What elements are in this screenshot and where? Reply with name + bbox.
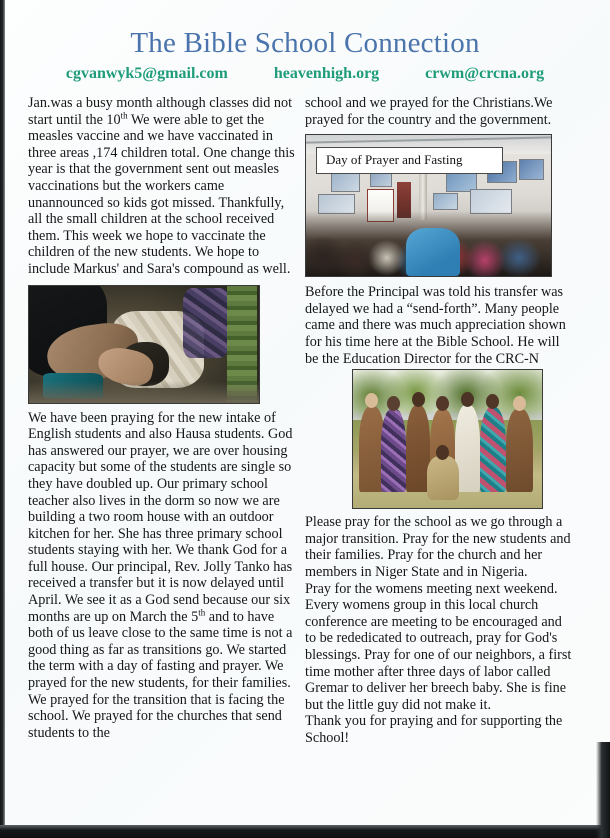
right-column — [305, 95, 573, 746]
right-paragraph-2: Before the Principal was told his transfer was delayed we had a “send-forth”. Many people came and there was much appreciation shown for his time here at the Bible School. He will be the Education Director for the CRC-N — [305, 284, 566, 367]
left-column — [28, 95, 295, 741]
scan-edge-bottom-right — [596, 742, 610, 838]
prayer-foreground-figure — [406, 228, 460, 276]
photo-vaccination-image — [29, 286, 259, 403]
left-paragraph-1 — [28, 95, 295, 278]
photo-vaccination — [28, 285, 260, 404]
group-person-head — [513, 396, 526, 411]
group-person-head — [412, 392, 425, 407]
group-person-head — [486, 394, 499, 409]
left-paragraph-2-text-b: and to have both of us leave close to the same time is not a good thing as far as transitions go. We started the term with a day of fasting and prayer. We prayed for the new students, for their families. We prayed for the transition that is facing the school. We prayed for the churches that send students to the — [28, 608, 293, 741]
contact-row — [5, 64, 605, 83]
prayer-wall-poster — [433, 193, 458, 210]
prayer-wall-poster — [519, 159, 544, 180]
scan-edge-bottom — [0, 825, 610, 838]
contact-email-cgvanwyk[interactable]: cgvanwyk5@gmail.com — [65, 65, 228, 82]
group-person — [381, 409, 406, 492]
photo-group-image — [353, 370, 542, 508]
masthead — [5, 26, 605, 83]
photo-group-send-forth — [352, 369, 543, 509]
vaccination-ground — [29, 381, 259, 402]
prayer-wall-poster — [470, 189, 512, 214]
page-title: The Bible School Connection — [130, 27, 480, 59]
prayer-wall-poster — [331, 173, 360, 191]
photo-day-of-prayer-and-fasting — [305, 134, 552, 277]
contact-website-heavenhigh[interactable]: heavenhigh.org — [273, 65, 380, 82]
right-paragraph-3: Please pray for the school as we go through a major transition. Pray for the new students and their families. Pray for the church and her members in Niger State and in Nigeria. — [305, 514, 571, 580]
group-person-head — [436, 445, 449, 460]
left-paragraph-1-text-b: We were able to get the measles vaccine and we have vaccinated in three areas ,174 children total. One change this year is that the government sent out measles vaccinations but the workers came unannounced so kids got missed. Thankfully, all the small children at the school received them. This week we hope to vaccinate the children of the new students. We hope to include Markus' and Sara's compound as well. — [28, 111, 295, 277]
group-person — [506, 409, 532, 492]
left-paragraph-2-text-a: We have been praying for the new intake of English students and also Hausa students. God has answered our prayer, we are over housing capacity but some of the students are single so they have doubled up. Our primary school teacher also lives in the dorm so now we are building a two room house with an outdoor kitchen for her. She has three primary school students staying with her. We thank God for a full house. Our principal, Rev. Jolly Tanko has received a transfer but it is now delayed until April. We see it as a God send because our six months are up on March the 5 — [28, 409, 293, 625]
group-person-head — [461, 392, 474, 407]
vaccination-right-fabric — [183, 288, 229, 358]
contact-email-crwm[interactable]: crwm@crcna.org — [425, 65, 545, 82]
photo-prayer-caption: Day of Prayer and Fasting — [316, 147, 503, 174]
group-person — [480, 407, 506, 491]
group-person-head — [387, 396, 400, 411]
left-paragraph-2-ordinal: th — [198, 606, 206, 617]
right-paragraph-4: Pray for the womens meeting next weekend. Every womens group in this local church conference are meeting to be encouraged and to be rededicated to outreach, pray for God's blessings. Pray for one of our neighbors, a first time mother after three days of labor called Gremar to deliver her breech baby. She is fine but the little guy did not make it. — [305, 580, 572, 713]
left-paragraph-1-ordinal: th — [120, 109, 128, 120]
left-paragraph-1-text-a: Jan.was a busy month although classes did not start until the 10 — [28, 95, 293, 128]
right-paragraph-5: Thank you for praying and for supporting the School! — [305, 713, 563, 746]
scan-edge-left — [0, 0, 5, 838]
left-paragraph-2 — [28, 410, 295, 742]
group-seated-person — [427, 456, 459, 500]
right-paragraph-1: school and we prayed for the Christians.We prayed for the country and the government. — [305, 95, 553, 128]
